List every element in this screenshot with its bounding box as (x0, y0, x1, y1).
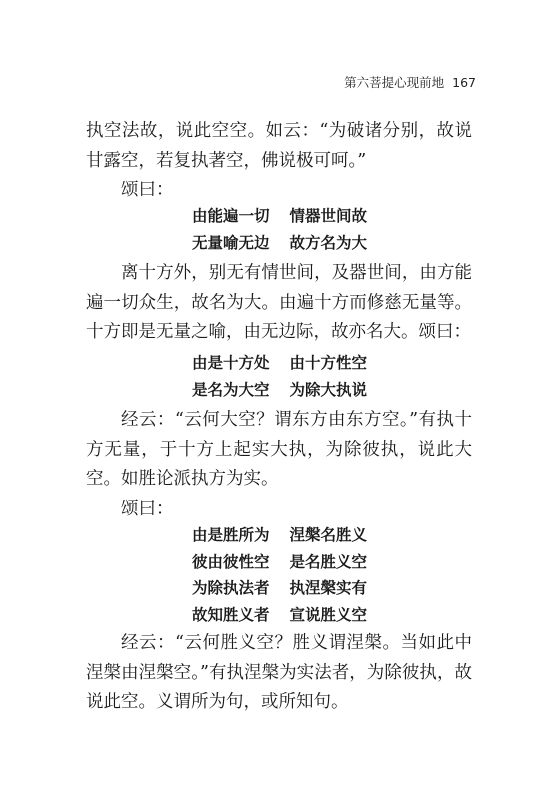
verse-line: 故知胜义者 宣说胜义空 (192, 605, 368, 624)
verse-line: 为除执法者 执涅槃实有 (192, 579, 368, 597)
paragraph: 执空法故，说此空空。如云：“为破诸分别，故说甘露空，若复执著空，佛说极可呵。” (86, 121, 472, 171)
verse-intro: 颂曰： (121, 498, 174, 519)
paragraph: 经云：“云何胜义空？胜义谓涅槃。当如此中涅槃由涅槃空。”有执涅槃为实法者，为除彼执，故说此空。义谓所为句，或所知句。 (86, 633, 472, 712)
chapter-title: 第六菩提心现前地 (344, 75, 445, 90)
verse-line: 由能遍一切 情器世间故 (192, 207, 368, 225)
page-number: 167 (452, 75, 476, 90)
running-header (344, 73, 476, 91)
paragraph-block-4 (86, 629, 472, 718)
verse-line: 无量喻无边 故方名为大 (192, 233, 368, 252)
verse-3 (192, 522, 367, 628)
verse-line: 彼由彼性空 是名胜义空 (192, 552, 368, 571)
verse-intro: 颂曰： (121, 180, 174, 200)
paragraph: 离十方外，别无有情世间，及器世间，由方能遍一切众生，故名为大。由遍十方而修慈无量等。十方即是无量之喻，由无边际，故亦名大。颂曰： (86, 263, 472, 342)
verse-line: 由是胜所为 涅槃名胜义 (192, 526, 368, 544)
paragraph-block-1 (86, 117, 472, 206)
verse-2 (192, 350, 367, 403)
verse-line: 是名为大空 为除大执说 (192, 380, 368, 399)
paragraph: 经云：“云何大空？谓东方由东方空。”有执十方无量，于十方上起实大执，为除彼执，说此大空。如胜论派执方为实。 (86, 410, 472, 489)
verse-line: 由是十方处 由十方性空 (192, 354, 368, 372)
paragraph-block-2 (86, 259, 472, 348)
paragraph-block-3 (86, 406, 472, 524)
verse-1 (192, 203, 367, 256)
